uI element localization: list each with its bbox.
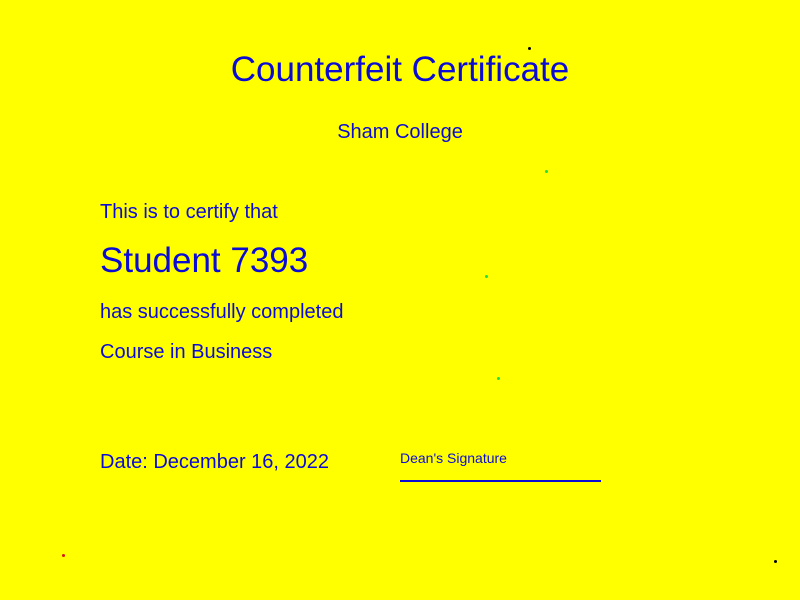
certificate-title: Counterfeit Certificate [230,50,570,89]
speck-bottom-left [62,554,65,557]
course-name: Course in Business [100,341,273,363]
signature-line [400,480,601,482]
issue-date: Date: December 16, 2022 [100,451,330,473]
speck-upper-right [545,170,548,173]
recipient-name: Student 7393 [100,241,309,280]
completion-text: has successfully completed [100,301,344,323]
speck-top [528,47,531,50]
speck-bottom-right [774,560,777,563]
speck-lower-middle [497,377,500,380]
certify-intro-text: This is to certify that [100,201,278,223]
signature-label: Dean's Signature [400,450,507,466]
speck-middle [485,275,488,278]
institution-name: Sham College [337,121,463,143]
